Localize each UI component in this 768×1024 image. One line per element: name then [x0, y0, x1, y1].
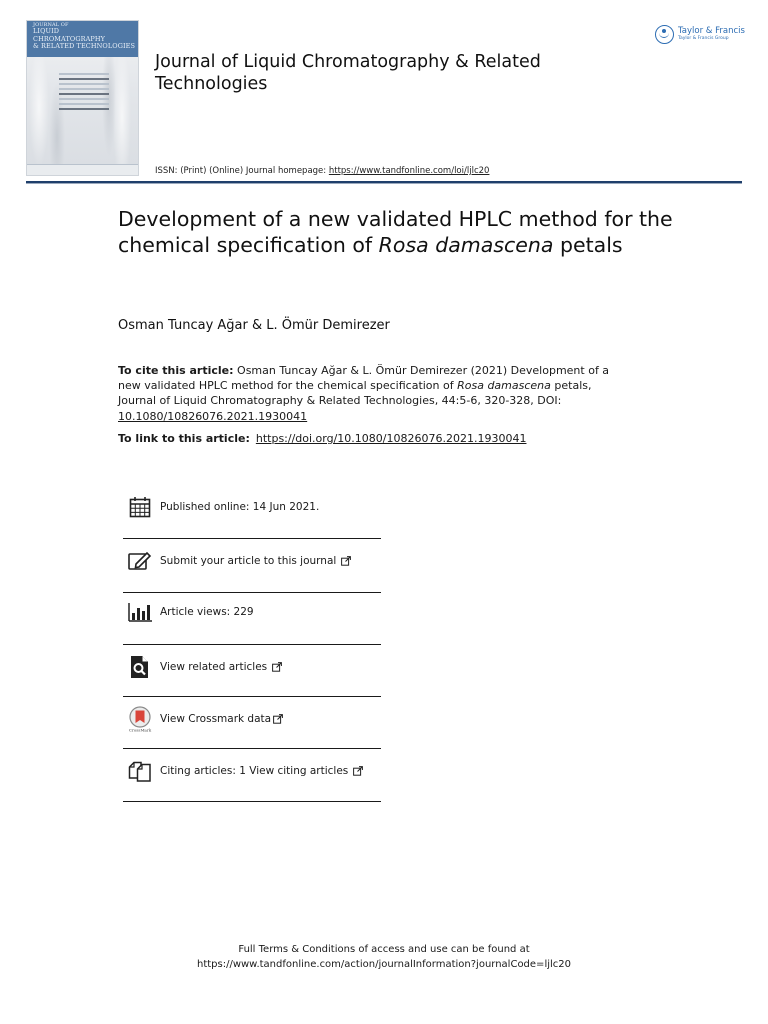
citation-label: To cite this article:: [118, 364, 234, 377]
article-title-end: petals: [553, 233, 623, 257]
publisher-logo-icon: [655, 25, 674, 44]
article-views-text: Article views: 229: [160, 606, 254, 618]
cover-title-band: [27, 21, 138, 57]
journal-homepage-link[interactable]: https://www.tandfonline.com/loi/ljlc20: [328, 166, 490, 176]
related-articles-link[interactable]: View related articles: [160, 661, 268, 673]
taylor-francis-logo: [655, 22, 745, 46]
article-views-item: [123, 586, 381, 638]
terms-footer: [0, 942, 768, 972]
cover-line-1: JOURNAL OF: [33, 22, 69, 28]
submit-article-item[interactable]: [123, 535, 381, 587]
citing-articles-item[interactable]: [123, 745, 381, 797]
svg-text:CrossMark: CrossMark: [128, 727, 152, 732]
calendar-icon: [127, 494, 153, 520]
document-search-icon: [127, 654, 153, 680]
article-link-line: [118, 432, 526, 445]
citation-text: Osman Tuncay Ağar & L. Ömür Demirezer (2021) Development of a new validated HPLC method for the chemical specification of: [118, 364, 610, 393]
external-link-icon: [341, 556, 351, 566]
cover-footer-strip: [27, 164, 138, 175]
terms-url[interactable]: https://www.tandfonline.com/action/journalInformation?journalCode=ljlc20: [196, 959, 571, 970]
header-divider-secondary: [26, 183, 742, 184]
external-link-icon: [353, 766, 363, 776]
article-title-species: Rosa damascena: [378, 233, 554, 257]
crossmark-link[interactable]: View Crossmark data: [160, 713, 272, 725]
publisher-name: Taylor & Francis: [678, 26, 745, 36]
citation-species: Rosa damascena: [457, 379, 551, 393]
citation-doi-link[interactable]: 10.1080/10826076.2021.1930041: [118, 409, 308, 423]
crossmark-icon: [127, 706, 153, 732]
journal-title: Journal of Liquid Chromatography & Related Technologies: [155, 52, 541, 94]
issn-line: [155, 166, 489, 176]
article-title: [118, 206, 678, 258]
journal-cover-image: [26, 20, 139, 176]
cover-line-3: CHROMATOGRAPHY: [33, 34, 106, 43]
citation-block: [118, 363, 618, 424]
related-articles-item[interactable]: [123, 641, 381, 693]
citing-documents-icon: [127, 758, 153, 784]
article-authors: Osman Tuncay Ağar & L. Ömür Demirezer: [118, 318, 390, 333]
citation-text-end: petals, Journal of Liquid Chromatography & Related Technologies, 44:5-6, 320-328, DOI:: [118, 379, 592, 408]
cover-contents-lines: [59, 73, 109, 113]
citing-articles-link[interactable]: Citing articles: 1 View citing articles: [160, 765, 349, 777]
cover-line-4: & RELATED TECHNOLOGIES: [33, 42, 136, 50]
bar-chart-icon: [127, 599, 153, 625]
published-online-item: [123, 481, 381, 533]
article-link-label: To link to this article:: [118, 432, 250, 445]
submit-article-link[interactable]: Submit your article to this journal: [160, 555, 337, 567]
article-title-text: Development of a new validated HPLC method for the chemical specification of: [118, 207, 673, 257]
terms-text: Full Terms & Conditions of access and use can be found at: [238, 944, 530, 955]
cover-line-2: LIQUID: [33, 27, 60, 35]
issn-text: ISSN: (Print) (Online) Journal homepage:: [155, 166, 329, 176]
publisher-group: Taylor & Francis Group: [678, 36, 729, 41]
crossmark-item[interactable]: [123, 693, 381, 745]
external-link-icon: [273, 714, 283, 724]
article-doi-url[interactable]: https://doi.org/10.1080/10826076.2021.1930041: [255, 432, 527, 445]
edit-icon: [127, 548, 153, 574]
info-divider: [123, 801, 381, 802]
published-online-text: Published online: 14 Jun 2021.: [160, 501, 320, 513]
external-link-icon: [272, 662, 282, 672]
